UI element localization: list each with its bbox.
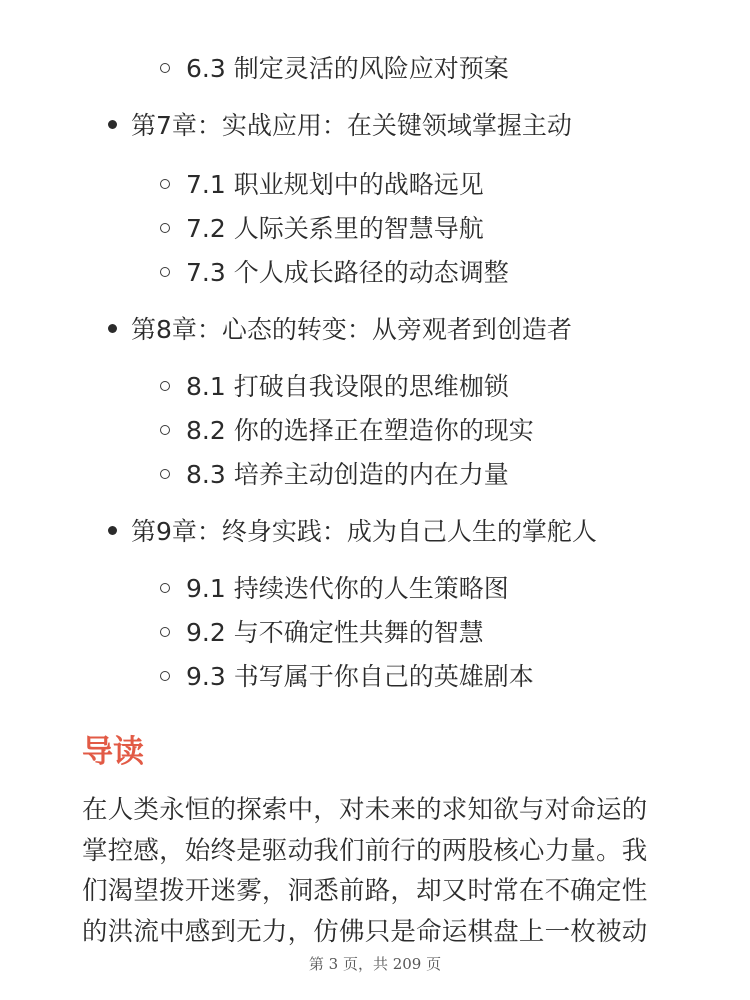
paragraph-line: 们渴望拨开迷雾，洞悉前路，却又时常在不确定性 bbox=[82, 876, 648, 906]
toc-subsection-8-1[interactable] bbox=[160, 364, 509, 408]
toc-item-text: 9.3 书写属于你自己的英雄剧本 bbox=[186, 662, 534, 691]
solid-bullet-icon bbox=[108, 120, 117, 129]
section-heading: 导读 bbox=[82, 734, 144, 770]
toc-subsection-9-2[interactable] bbox=[160, 610, 484, 654]
toc-chapter-7[interactable] bbox=[108, 103, 572, 147]
toc-subsection-9-1[interactable] bbox=[160, 566, 509, 610]
hollow-bullet-icon bbox=[160, 179, 170, 189]
toc-item-text: 7.2 人际关系里的智慧导航 bbox=[186, 214, 484, 243]
toc-item-text: 9.1 持续迭代你的人生策略图 bbox=[186, 574, 509, 603]
solid-bullet-icon bbox=[108, 526, 117, 535]
toc-chapter-8[interactable] bbox=[108, 307, 572, 351]
hollow-bullet-icon bbox=[160, 627, 170, 637]
toc-item-text: 7.3 个人成长路径的动态调整 bbox=[186, 258, 509, 287]
paragraph-line: 的洪流中感到无力，仿佛只是命运棋盘上一枚被动 bbox=[82, 916, 648, 947]
toc-subsection-6-3[interactable] bbox=[160, 46, 509, 90]
toc-item-text: 9.2 与不确定性共舞的智慧 bbox=[186, 618, 484, 647]
paragraph-line: 在人类永恒的探索中，对未来的求知欲与对命运的 bbox=[82, 795, 648, 825]
toc-item-text: 7.1 职业规划中的战略远见 bbox=[186, 170, 484, 199]
hollow-bullet-icon bbox=[160, 63, 170, 73]
toc-subsection-7-3[interactable] bbox=[160, 250, 509, 294]
toc-item-text: 6.3 制定灵活的风险应对预案 bbox=[186, 54, 509, 83]
hollow-bullet-icon bbox=[160, 425, 170, 435]
hollow-bullet-icon bbox=[160, 583, 170, 593]
toc-item-text: 8.1 打破自我设限的思维枷锁 bbox=[186, 372, 509, 401]
toc-item-text: 第7章：实战应用：在关键领域掌握主动 bbox=[131, 111, 572, 140]
toc-item-text: 8.3 培养主动创造的内在力量 bbox=[186, 460, 509, 489]
toc-subsection-7-1[interactable] bbox=[160, 162, 484, 206]
page-number-footer: 第 3 页，共 209 页 bbox=[308, 955, 442, 973]
hollow-bullet-icon bbox=[160, 223, 170, 233]
paragraph-line: 掌控感，始终是驱动我们前行的两股核心力量。我 bbox=[82, 835, 648, 866]
hollow-bullet-icon bbox=[160, 267, 170, 277]
toc-subsection-8-2[interactable] bbox=[160, 408, 534, 452]
toc-subsection-7-2[interactable] bbox=[160, 206, 484, 250]
hollow-bullet-icon bbox=[160, 469, 170, 479]
intro-paragraph bbox=[82, 790, 682, 952]
toc-item-text: 第9章：终身实践：成为自己人生的掌舵人 bbox=[131, 517, 597, 546]
toc-item-text: 第8章：心态的转变：从旁观者到创造者 bbox=[131, 315, 572, 344]
solid-bullet-icon bbox=[108, 324, 117, 333]
toc-item-text: 8.2 你的选择正在塑造你的现实 bbox=[186, 416, 534, 445]
toc-chapter-9[interactable] bbox=[108, 509, 597, 553]
hollow-bullet-icon bbox=[160, 671, 170, 681]
toc-subsection-8-3[interactable] bbox=[160, 452, 509, 496]
hollow-bullet-icon bbox=[160, 381, 170, 391]
toc-subsection-9-3[interactable] bbox=[160, 654, 534, 698]
